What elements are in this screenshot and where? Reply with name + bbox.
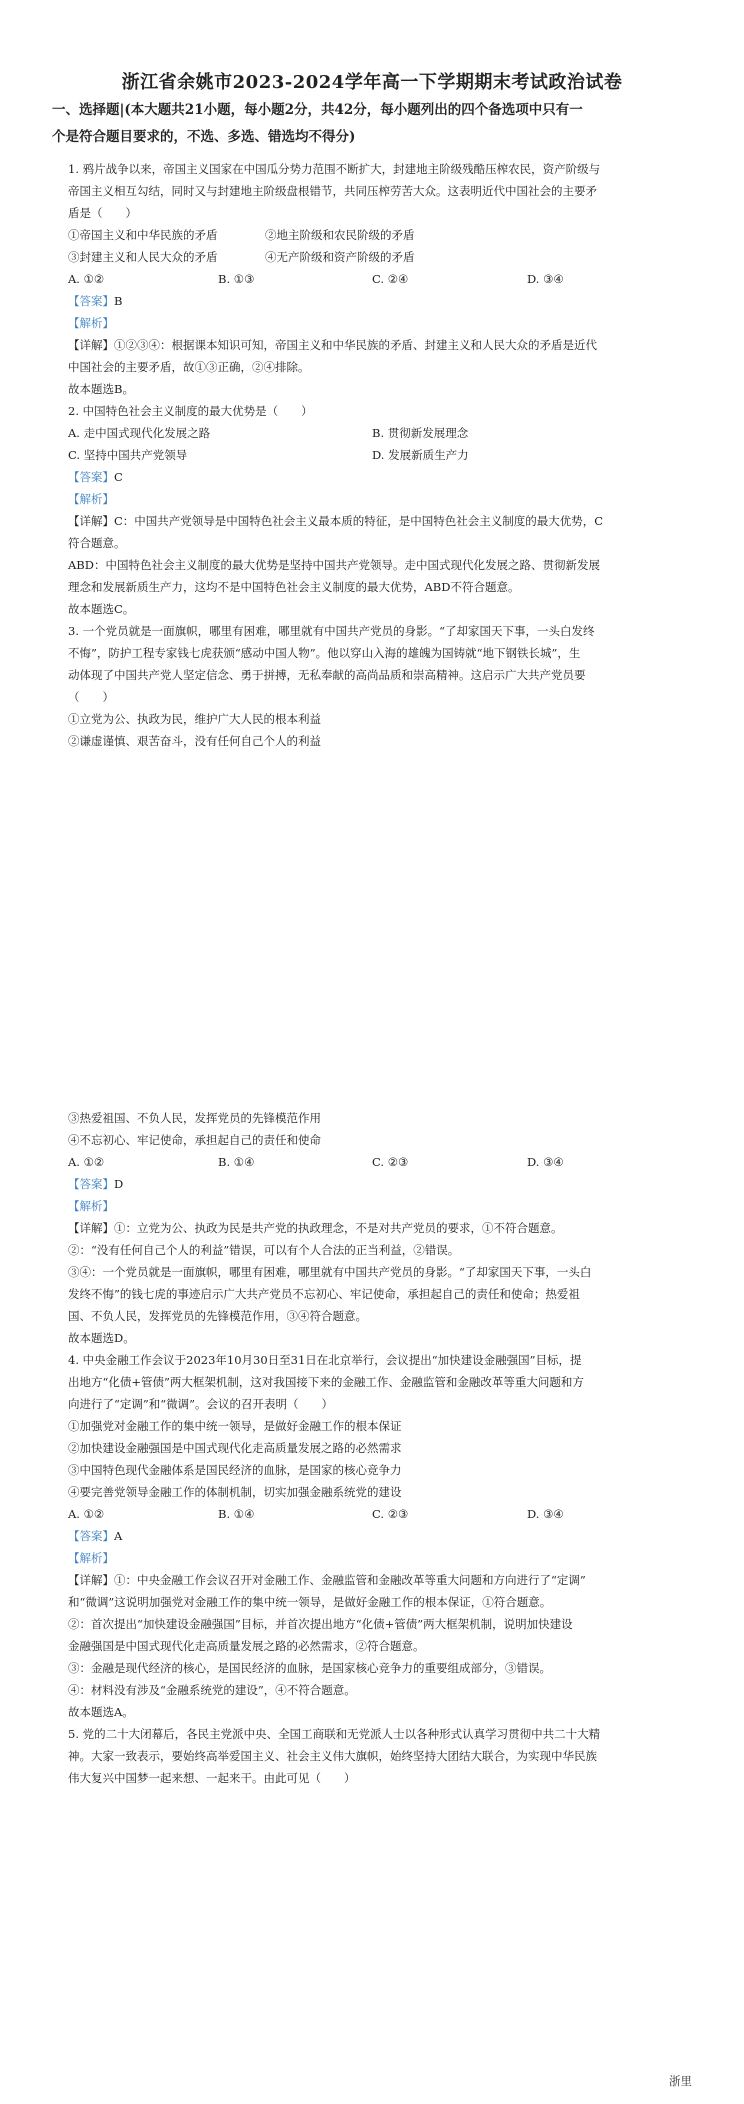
q3-detail-line-5: 国、不负人民，发挥党员的先锋模范作用，③④符合题意。 xyxy=(68,1309,367,1323)
q1-option-4: ④无产阶级和资产阶级的矛盾 xyxy=(265,250,415,264)
q1-stem-line-3: 盾是（ ） xyxy=(68,206,137,220)
q1-detail-line-3: 故本题选B。 xyxy=(68,382,134,396)
q3-choice-d: D. ③④ xyxy=(527,1155,564,1169)
q2-choice-d: D. 发展新质生产力 xyxy=(372,448,469,462)
q3-stem-line-3: 动体现了中国共产党人坚定信念、勇于拼搏，无私奉献的高尚品质和崇高精神。这启示广大共产党员要 xyxy=(68,668,586,682)
q2-detail-line-5: 故本题选C。 xyxy=(68,602,135,616)
section-heading-line-2: 个是符合题目要求的，不选、多选、错选均不得分) xyxy=(52,129,356,145)
q2-detail-line-4: 理念和发展新质生产力，这均不是中国特色社会主义制度的最大优势，ABD不符合题意。 xyxy=(68,580,520,594)
q5-stem-line-3: 伟大复兴中国梦一起来想、一起来干。由此可见（ ） xyxy=(68,1771,356,1785)
q4-option-1: ①加强党对金融工作的集中统一领导，是做好金融工作的根本保证 xyxy=(68,1419,402,1433)
q3-stem-line-2: 不悔”，防护工程专家钱七虎获颁“感动中国人物”。他以穿山入海的雄魄为国铸就“地下钢铁长城”，生 xyxy=(68,646,581,660)
q4-detail-line-5: ③：金融是现代经济的核心，是国民经济的血脉，是国家核心竞争力的重要组成部分，③错误。 xyxy=(68,1661,551,1675)
q3-answer xyxy=(68,1176,123,1192)
q3-option-4: ④不忘初心、牢记使命，承担起自己的责任和使命 xyxy=(68,1133,321,1147)
q1-detail-line-2: 中国社会的主要矛盾，故①③正确，②④排除。 xyxy=(68,360,310,374)
q1-answer-value: B xyxy=(114,294,123,308)
q4-detail-line-6: ④：材料没有涉及“金融系统党的建设”，④不符合题意。 xyxy=(68,1683,356,1697)
q3-answer-value: D xyxy=(114,1177,124,1191)
q4-choice-c: C. ②③ xyxy=(372,1507,409,1521)
answer-label: 【答案】 xyxy=(68,1177,114,1191)
q4-answer xyxy=(68,1528,122,1544)
q1-analysis-label: 【解析】 xyxy=(68,316,114,330)
q3-detail-line-2: ②：“没有任何自己个人的利益”错误，可以有个人合法的正当利益，②错误。 xyxy=(68,1243,460,1257)
q2-detail-line-1: 【详解】C：中国共产党领导是中国特色社会主义最本质的特征，是中国特色社会主义制度的最大优势，C xyxy=(68,514,604,528)
q3-detail-line-3: ③④：一个党员就是一面旗帜，哪里有困难，哪里就有中国共产党员的身影。“了却家国天下事，一头白 xyxy=(68,1265,592,1279)
answer-label: 【答案】 xyxy=(68,470,114,484)
q1-stem-line-2: 帝国主义相互勾结，同时又与封建地主阶级盘根错节，共同压榨劳苦大众。这表明近代中国社会的主要矛 xyxy=(68,184,597,198)
q1-option-1: ①帝国主义和中华民族的矛盾 xyxy=(68,228,218,242)
q4-stem-line-1: 4. 中央金融工作会议于2023年10月30日至31日在北京举行，会议提出“加快建设金融强国”目标，提 xyxy=(68,1353,582,1367)
q3-choice-c: C. ②③ xyxy=(372,1155,409,1169)
q4-detail-line-3: ②：首次提出“加快建设金融强国”目标，并首次提出地方“化债+管债”两大框架机制，说明加快建设 xyxy=(68,1617,573,1631)
q4-stem-line-3: 向进行了“定调”和“微调”。会议的召开表明（ ） xyxy=(68,1397,334,1411)
q4-analysis-label: 【解析】 xyxy=(68,1551,114,1565)
q1-choice-d: D. ③④ xyxy=(527,272,564,286)
q2-stem: 2. 中国特色社会主义制度的最大优势是（ ） xyxy=(68,404,313,418)
q3-choice-a: A. ①② xyxy=(68,1155,105,1169)
q4-choice-b: B. ①④ xyxy=(218,1507,255,1521)
q1-choice-b: B. ①③ xyxy=(218,272,255,286)
q1-option-2: ②地主阶级和农民阶级的矛盾 xyxy=(265,228,415,242)
q1-choice-c: C. ②④ xyxy=(372,272,409,286)
page-footer: 浙里 xyxy=(669,2074,692,2088)
q3-choice-b: B. ①④ xyxy=(218,1155,255,1169)
answer-label: 【答案】 xyxy=(68,294,114,308)
q2-choice-b: B. 贯彻新发展理念 xyxy=(372,426,469,440)
q2-answer-value: C xyxy=(114,470,123,484)
q1-choice-a: A. ①② xyxy=(68,272,105,286)
q4-option-4: ④要完善党领导金融工作的体制机制，切实加强金融系统党的建设 xyxy=(68,1485,402,1499)
q4-detail-line-4: 金融强国是中国式现代化走高质量发展之路的必然需求，②符合题意。 xyxy=(68,1639,425,1653)
q4-option-2: ②加快建设金融强国是中国式现代化走高质量发展之路的必然需求 xyxy=(68,1441,402,1455)
q4-choice-d: D. ③④ xyxy=(527,1507,564,1521)
q1-option-3: ③封建主义和人民大众的矛盾 xyxy=(68,250,218,264)
q3-detail-line-1: 【详解】①：立党为公、执政为民是共产党的执政理念，不是对共产党员的要求，①不符合题意。 xyxy=(68,1221,563,1235)
q3-option-2: ②谦虚谨慎、艰苦奋斗，没有任何自己个人的利益 xyxy=(68,734,321,748)
section-heading-line-1: 一、选择题|(本大题共21小题，每小题2分，共42分，每小题列出的四个备选项中只有一 xyxy=(52,102,583,118)
q4-detail-line-2: 和“微调”这说明加强党对金融工作的集中统一领导，是做好金融工作的根本保证，①符合题意。 xyxy=(68,1595,552,1609)
q3-option-3: ③热爱祖国、不负人民，发挥党员的先锋模范作用 xyxy=(68,1111,321,1125)
q4-choice-a: A. ①② xyxy=(68,1507,105,1521)
q3-stem-line-1: 3. 一个党员就是一面旗帜，哪里有困难，哪里就有中国共产党员的身影。“了却家国天下事，一头白发终 xyxy=(68,624,595,638)
q4-detail-line-7: 故本题选A。 xyxy=(68,1705,134,1719)
q3-stem-line-4: （ ） xyxy=(68,690,114,704)
q2-detail-line-3: ABD：中国特色社会主义制度的最大优势是坚持中国共产党领导。走中国式现代化发展之路、贯彻新发展 xyxy=(68,558,600,572)
q1-stem-line-1: 1. 鸦片战争以来，帝国主义国家在中国瓜分势力范围不断扩大，封建地主阶级残酷压榨农民，资产阶级与 xyxy=(68,162,601,176)
q4-detail-line-1: 【详解】①：中央金融工作会议召开对金融工作、金融监管和金融改革等重大问题和方向进行了“定调” xyxy=(68,1573,586,1587)
q2-analysis-label: 【解析】 xyxy=(68,492,114,506)
q4-option-3: ③中国特色现代金融体系是国民经济的血脉，是国家的核心竞争力 xyxy=(68,1463,402,1477)
q1-answer xyxy=(68,293,122,309)
q2-answer xyxy=(68,469,123,485)
q1-detail-line-1: 【详解】①②③④：根据课本知识可知，帝国主义和中华民族的矛盾、封建主义和人民大众的矛盾是近代 xyxy=(68,338,597,352)
page-title: 浙江省余姚市2023-2024学年高一下学期期末考试政治试卷 xyxy=(121,72,623,93)
q5-stem-line-1: 5. 党的二十大闭幕后，各民主党派中央、全国工商联和无党派人士以各种形式认真学习贯彻中共二十大精 xyxy=(68,1727,601,1741)
q3-detail-line-4: 发终不悔”的钱七虎的事迹启示广大共产党员不忘初心、牢记使命，承担起自己的责任和使命；热爱祖 xyxy=(68,1287,580,1301)
q2-detail-line-2: 符合题意。 xyxy=(68,536,126,550)
q4-stem-line-2: 出地方“化债+管债”两大框架机制，这对我国接下来的金融工作、金融监管和金融改革等重大问题和方 xyxy=(68,1375,584,1389)
q4-answer-value: A xyxy=(114,1529,123,1543)
q5-stem-line-2: 神。大家一致表示，要始终高举爱国主义、社会主义伟大旗帜，始终坚持大团结大联合，为实现中华民族 xyxy=(68,1749,597,1763)
q2-choice-a: A. 走中国式现代化发展之路 xyxy=(68,426,211,440)
q3-detail-line-6: 故本题选D。 xyxy=(68,1331,135,1345)
q3-option-1: ①立党为公、执政为民，维护广大人民的根本利益 xyxy=(68,712,321,726)
q3-analysis-label: 【解析】 xyxy=(68,1199,114,1213)
q2-choice-c: C. 坚持中国共产党领导 xyxy=(68,448,188,462)
answer-label: 【答案】 xyxy=(68,1529,114,1543)
